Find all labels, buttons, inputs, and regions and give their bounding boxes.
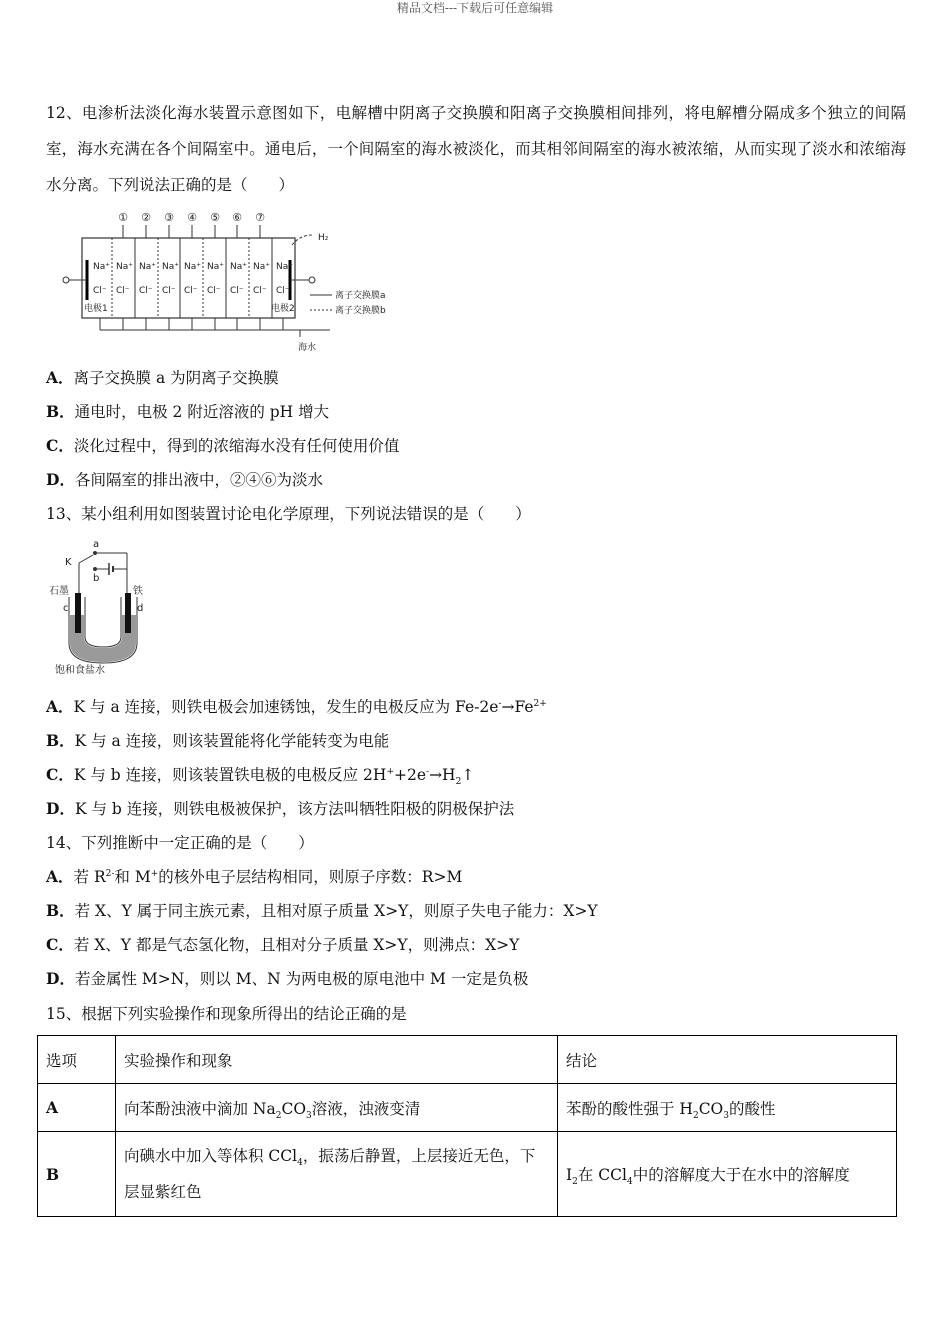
q13-option-d: D．K 与 b 连接，则铁电极被保护，该方法叫牺牲阳极的阴极保护法 (46, 799, 515, 818)
ion-cl: Cl⁻ (230, 286, 244, 296)
u-tube-cell-diagram (45, 535, 170, 680)
header-conclusion: 结论 (558, 1036, 897, 1084)
table-row (38, 1084, 897, 1132)
q14-stem: 14、下列推断中一定正确的是（ ） (46, 834, 314, 852)
electrodialysis-diagram (60, 205, 405, 355)
q15-stem: 15、根据下列实验操作和现象所得出的结论正确的是 (46, 1005, 407, 1023)
q12-option-c: C．淡化过程中，得到的浓缩海水没有任何使用价值 (46, 436, 400, 455)
legend-a: 离子交换膜a (335, 291, 386, 301)
row-b-operation: 向碘水中加入等体积 CCl$_4$，振荡后静置，上层接近无色，下层显紫红色 (116, 1132, 558, 1217)
chamber-label: ⑥ (232, 211, 242, 224)
ion-na: Na⁺ (162, 262, 179, 272)
electrode-1-label: 电极1 (84, 304, 108, 314)
page-header: 精品文档---下载后可任意编辑 (396, 1, 554, 15)
ion-na: Na⁺ (276, 262, 293, 272)
q13-option-b: B．K 与 a 连接，则该装置能将化学能转变为电能 (46, 731, 390, 750)
ion-na: Na⁺ (230, 262, 247, 272)
chamber-label: ⑤ (210, 211, 220, 224)
q14-option-d: D．若金属性 M>N，则以 M、N 为两电极的原电池中 M 一定是负极 (46, 969, 529, 988)
electrode-d: d (137, 603, 144, 614)
chamber-label: ① (118, 211, 128, 224)
ion-na: Na⁺ (184, 262, 201, 272)
ion-cl: Cl⁻ (139, 286, 153, 296)
legend-b: 离子交换膜b (335, 306, 386, 316)
brine-label: 饱和食盐水 (55, 665, 105, 676)
q12-stem: 12、电渗析法淡化海水装置示意图如下，电解槽中阴离子交换膜和阳离子交换膜相间排列，将电解槽分隔成多个独立的间隔室，海水充满在各个间隔室中。通电后，一个间隔室的海水被淡化，而其相邻间隔室的海水被浓缩，从而实现了淡水和浓缩海水分离。下列说法正确的是（ ） (46, 104, 906, 194)
ion-na: Na⁺ (207, 262, 224, 272)
ion-cl: Cl⁻ (276, 286, 290, 296)
ion-na: Na⁺ (139, 262, 156, 272)
q12-option-d: D．各间隔室的排出液中，②④⑥为淡水 (46, 470, 323, 489)
seawater-label: 海水 (298, 343, 317, 353)
ion-cl: Cl⁻ (184, 286, 198, 296)
q14-option-a: A．若 $R^{2-}$和 M+的核外电子层结构相同，则原子序数：R>M (46, 867, 463, 886)
q12-option-b: B．通电时，电极 2 附近溶液的 pH 增大 (46, 402, 330, 421)
q13-option-c: C．K 与 b 连接，则该装置铁电极的电极反应 $2H^++2e^-\to H_2↑$ (46, 765, 475, 788)
chamber-label: ③ (164, 211, 174, 224)
q15-table (37, 1035, 897, 1217)
q14-option-b: B．若 X、Y 属于同主族元素，且相对原子质量 X>Y，则原子失电子能力：X>Y (46, 901, 598, 920)
ion-na: Na⁺ (116, 262, 133, 272)
chamber-label: ④ (187, 211, 197, 224)
chamber-label: ⑦ (255, 211, 265, 224)
ion-cl: Cl⁻ (162, 286, 176, 296)
ion-cl: Cl⁻ (116, 286, 130, 296)
ion-cl: Cl⁻ (253, 286, 267, 296)
row-a-option: A (38, 1084, 116, 1132)
ion-na: Na⁺ (253, 262, 270, 272)
terminal-b: b (93, 573, 100, 584)
table-header-row (38, 1036, 897, 1084)
graphite-label: 石墨 (49, 586, 69, 597)
ion-cl: Cl⁻ (207, 286, 221, 296)
switch-k: K (65, 557, 72, 568)
row-b-option: B (38, 1132, 116, 1217)
electrode-c: c (63, 603, 69, 614)
header-option: 选项 (38, 1036, 116, 1084)
h2-label: H₂ (318, 233, 329, 243)
terminal-a: a (93, 539, 100, 550)
q12-option-a: A．离子交换膜 a 为阴离子交换膜 (46, 368, 279, 387)
q13-stem: 13、某小组利用如图装置讨论电化学原理，下列说法错误的是（ ） (46, 505, 531, 523)
row-a-conclusion: 苯酚的酸性强于 $H_2CO_3$的酸性 (558, 1084, 897, 1132)
row-a-operation: 向苯酚浊液中滴加 $Na_2CO_3$溶液，浊液变清 (116, 1084, 558, 1132)
electrode-2-label: 电极2 (271, 304, 295, 314)
header-operation: 实验操作和现象 (116, 1036, 558, 1084)
q14-option-c: C．若 X、Y 都是气态氢化物，且相对分子质量 X>Y，则沸点：X>Y (46, 935, 520, 954)
q13-option-a: A．K 与 a 连接，则铁电极会加速锈蚀，发生的电极反应为 $Fe-2e^-\to Fe^{2+}$ (46, 697, 547, 716)
ion-cl: Cl⁻ (93, 286, 107, 296)
ion-na: Na⁺ (93, 262, 110, 272)
table-row (38, 1132, 897, 1217)
chamber-label: ② (141, 211, 151, 224)
row-b-conclusion: $I_2$在 CCl$_4$中的溶解度大于在水中的溶解度 (558, 1132, 897, 1217)
iron-label: 铁 (133, 586, 143, 597)
